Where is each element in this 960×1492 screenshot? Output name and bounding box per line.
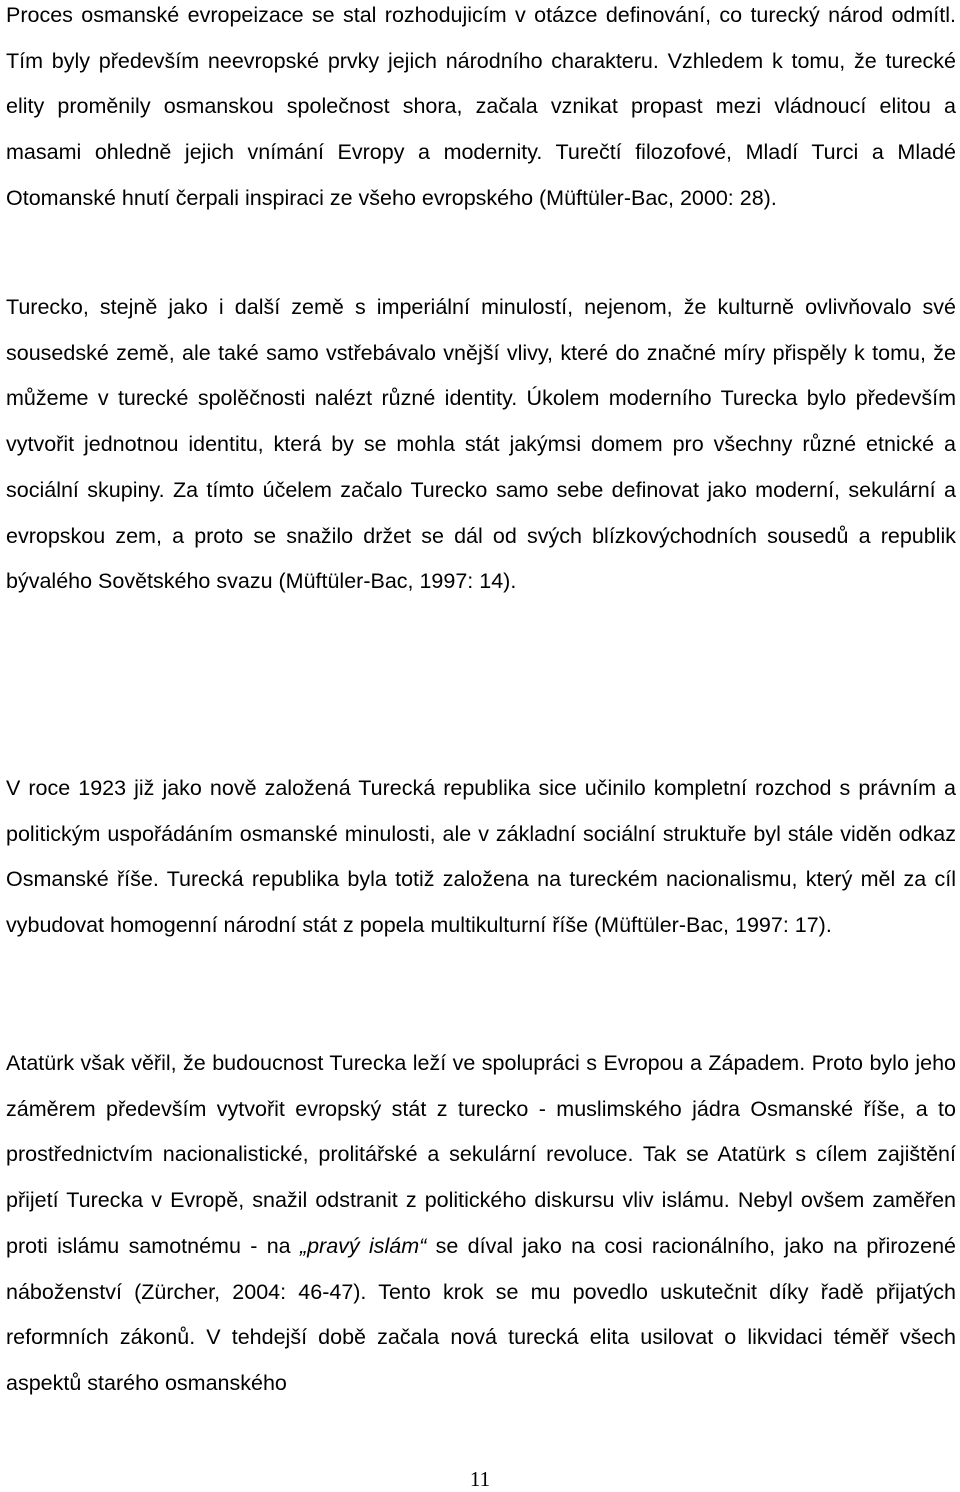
paragraph-3: V roce 1923 již jako nově založená Turecká republika sice učinilo kompletní rozchod s právním a politickým uspořádáním osmanské minulosti, ale v základní sociální struktuře byl stále viděn odkaz Osmanské říše. Turecká republika byla totiž založena na tureckém nacionalismu, který měl za cíl vybudovat homogenní národní stát z popela multikulturní říše (Müftüler-Bac, 1997: 17).: [6, 776, 956, 938]
paragraph-4-italic-phrase: „pravý islám“: [299, 1233, 427, 1258]
paragraph-4: [6, 1041, 956, 1407]
paragraph-4-text-end: se díval jako na cosi racionálního, jako na přirozené náboženství (Zürcher, 2004: 46-47). Tento krok se mu povedlo uskutečnit díky řadě přijatých reformních zákonů. V tehdejší době začala nová turecká elita usilovat o likvidaci téměř všech aspektů starého osmanského: [6, 1233, 956, 1395]
paragraph-2: Turecko, stejně jako i další země s imperiální minulostí, nejenom, že kulturně ovlivňovalo své sousedské země, ale také samo vstřebávalo vnější vlivy, které do značné míry přispěly k tomu, že můžeme v turecké spolěčnosti nalézt různé identity. Úkolem moderního Turecka bylo především vytvořit jednotnou identitu, která by se mohla stát jakýmsi domem pro všechny různé etnické a sociální skupiny. Za tímto účelem začalo Turecko samo sebe definovat jako moderní, sekulární a evropskou zem, a proto se snažilo držet se dál od svých blízkovýchodních sousedů a republik bývalého Sovětského svazu (Müftüler-Bac, 1997: 14).: [6, 295, 956, 594]
page-number: 11: [469, 1467, 491, 1491]
paragraph-4-text-start: Atatürk však věřil, že budoucnost Turecka leží ve spolupráci s Evropou a Západem. Proto bylo jeho záměrem především vytvořit evropský stát z turecko - muslimského jádra Osmanské říše, a to prostřednictvím nacionalistické, prolitářské a sekulární revoluce. Tak se Atatürk s cílem zajištění přijetí Turecka v Evropě, snažil odstranit z politického diskursu vliv islámu. Nebyl ovšem zaměřen proti islámu samotnému - na: [6, 1051, 956, 1258]
paragraph-1: Proces osmanské evropeizace se stal rozhodujicím v otázce definování, co turecký národ odmítl. Tím byly především neevropské prvky jejich národního charakteru. Vzhledem k tomu, že turecké elity proměnily osmanskou společnost shora, začala vznikat propast mezi vládnoucí elitou a masami ohledně jejich vnímání Evropy a modernity. Turečtí filozofové, Mladí Turci a Mladé Otomanské hnutí čerpali inspiraci ze všeho evropského (Müftüler-Bac, 2000: 28).: [6, 3, 956, 210]
